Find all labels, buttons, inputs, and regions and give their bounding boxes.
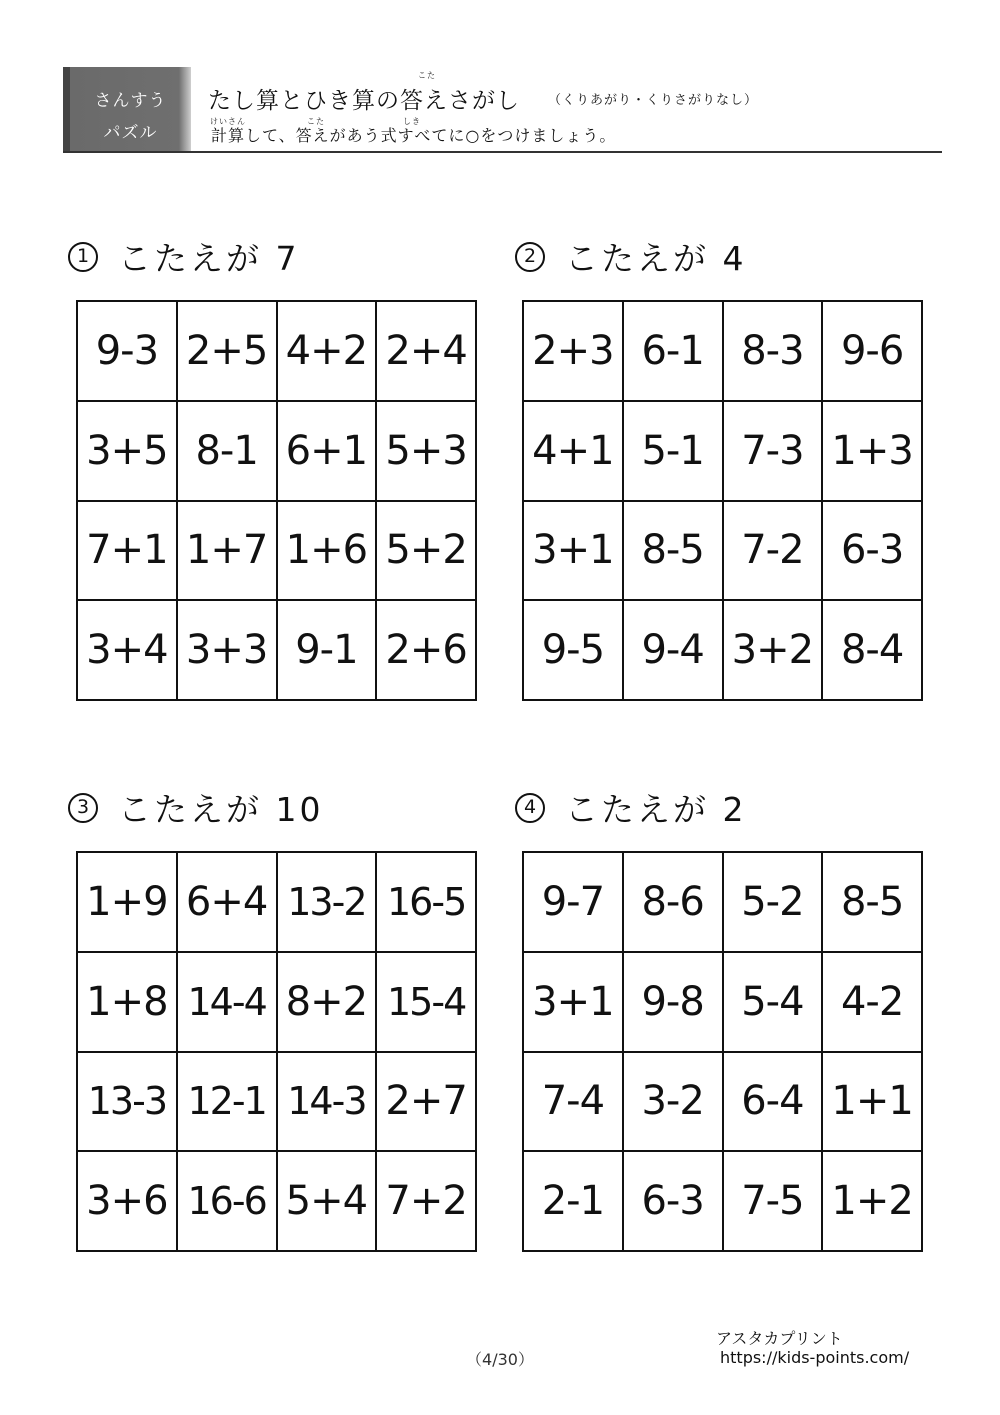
puzzle-grid-3 (76, 851, 477, 1252)
puzzle-cell[interactable]: 3+1 (524, 953, 624, 1053)
puzzle-cell[interactable]: 5-4 (724, 953, 824, 1053)
category-line-1: さんすう (94, 91, 167, 111)
puzzle-cell[interactable]: 5+4 (278, 1152, 378, 1252)
puzzle-cell[interactable]: 2-1 (524, 1152, 624, 1252)
puzzle-cell[interactable]: 14-4 (178, 953, 278, 1053)
puzzle-cell[interactable]: 1+8 (78, 953, 178, 1053)
puzzle-cell[interactable]: 3+6 (78, 1152, 178, 1252)
puzzle-cell[interactable]: 2+3 (524, 302, 624, 402)
puzzle-cell[interactable]: 3+2 (724, 601, 824, 701)
puzzle-cell[interactable]: 2+7 (377, 1053, 477, 1153)
puzzle-cell[interactable]: 1+2 (823, 1152, 923, 1252)
puzzle-cell[interactable]: 2+6 (377, 601, 477, 701)
puzzle-label-4: こたえが 2 (565, 790, 747, 829)
puzzle-cell[interactable]: 4+1 (524, 402, 624, 502)
puzzle-cell[interactable]: 4+2 (278, 302, 378, 402)
puzzle-cell[interactable]: 7-5 (724, 1152, 824, 1252)
instruction-ruby-shiki: しき (403, 117, 421, 126)
puzzle-cell[interactable]: 8-5 (823, 853, 923, 953)
puzzle-cell[interactable]: 9-3 (78, 302, 178, 402)
puzzle-cell[interactable]: 8-5 (624, 502, 724, 602)
puzzle-cell[interactable]: 2+4 (377, 302, 477, 402)
puzzle-cell[interactable]: 8-4 (823, 601, 923, 701)
puzzle-cell[interactable]: 9-1 (278, 601, 378, 701)
puzzle-cell[interactable]: 5+2 (377, 502, 477, 602)
site-url: https://kids-points.com/ (720, 1348, 910, 1367)
puzzle-cell[interactable]: 5-2 (724, 853, 824, 953)
puzzle-cell[interactable]: 7-4 (524, 1053, 624, 1153)
puzzle-cell[interactable]: 9-8 (624, 953, 724, 1053)
puzzle-cell[interactable]: 3-2 (624, 1053, 724, 1153)
puzzle-cell[interactable]: 8-1 (178, 402, 278, 502)
puzzle-cell[interactable]: 8-3 (724, 302, 824, 402)
puzzle-cell[interactable]: 6-1 (624, 302, 724, 402)
puzzle-cell[interactable]: 3+3 (178, 601, 278, 701)
puzzle-cell[interactable]: 6+4 (178, 853, 278, 953)
puzzle-cell[interactable]: 16-6 (178, 1152, 278, 1252)
puzzle-cell[interactable]: 4-2 (823, 953, 923, 1053)
puzzle-cell[interactable]: 3+5 (78, 402, 178, 502)
puzzle-cell[interactable]: 6+1 (278, 402, 378, 502)
puzzle-cell[interactable]: 3+1 (524, 502, 624, 602)
puzzle-label-1: こたえが 7 (118, 239, 300, 278)
puzzle-cell[interactable]: 7-2 (724, 502, 824, 602)
puzzle-cell[interactable]: 6-4 (724, 1053, 824, 1153)
puzzle-cell[interactable]: 8+2 (278, 953, 378, 1053)
instruction-ruby-kota: こた (307, 117, 325, 126)
puzzle-number-3: 3 (68, 793, 98, 823)
puzzle-number-4: 4 (515, 793, 545, 823)
puzzle-number-1: 1 (68, 242, 98, 272)
puzzle-cell[interactable]: 12-1 (178, 1053, 278, 1153)
puzzle-cell[interactable]: 5-1 (624, 402, 724, 502)
puzzle-cell[interactable]: 1+9 (78, 853, 178, 953)
puzzle-title-1 (68, 233, 300, 280)
puzzle-cell[interactable]: 16-5 (377, 853, 477, 953)
category-badge (63, 67, 191, 153)
puzzle-cell[interactable]: 9-7 (524, 853, 624, 953)
header-divider (63, 151, 942, 153)
puzzle-title-3 (68, 784, 323, 831)
puzzle-cell[interactable]: 5+3 (377, 402, 477, 502)
puzzle-cell[interactable]: 14-3 (278, 1053, 378, 1153)
puzzle-cell[interactable]: 9-4 (624, 601, 724, 701)
worksheet-title: たし算とひき算の答えさがし (208, 88, 520, 114)
puzzle-label-2: こたえが 4 (565, 239, 747, 278)
brand-name: アスタカプリント (716, 1329, 843, 1348)
puzzle-cell[interactable]: 1+3 (823, 402, 923, 502)
puzzle-cell[interactable]: 15-4 (377, 953, 477, 1053)
puzzle-cell[interactable]: 6-3 (624, 1152, 724, 1252)
puzzle-cell[interactable]: 7+1 (78, 502, 178, 602)
puzzle-cell[interactable]: 3+4 (78, 601, 178, 701)
instruction-ruby-keisan: けいさん (210, 117, 246, 126)
puzzle-cell[interactable]: 2+5 (178, 302, 278, 402)
puzzle-cell[interactable]: 9-6 (823, 302, 923, 402)
puzzle-cell[interactable]: 13-2 (278, 853, 378, 953)
page-number: （4/30） (466, 1350, 534, 1369)
puzzle-title-2 (515, 233, 747, 280)
category-line-2: パズル (103, 123, 158, 143)
puzzle-grid-4 (522, 851, 923, 1252)
puzzle-cell[interactable]: 13-3 (78, 1053, 178, 1153)
puzzle-cell[interactable]: 9-5 (524, 601, 624, 701)
puzzle-cell[interactable]: 6-3 (823, 502, 923, 602)
title-ruby: こた (418, 71, 436, 80)
puzzle-number-2: 2 (515, 242, 545, 272)
puzzle-label-3: こたえが 10 (118, 790, 324, 829)
puzzle-cell[interactable]: 1+7 (178, 502, 278, 602)
puzzle-grid-1 (76, 300, 477, 701)
puzzle-cell[interactable]: 7-3 (724, 402, 824, 502)
instruction-text: 計算して、答えがあう式すべてに○をつけましょう。 (211, 126, 617, 145)
worksheet-subtitle: （くりあがり・くりさがりなし） (548, 93, 759, 108)
puzzle-grid-2 (522, 300, 923, 701)
puzzle-title-4 (515, 784, 747, 831)
puzzle-cell[interactable]: 1+6 (278, 502, 378, 602)
puzzle-cell[interactable]: 8-6 (624, 853, 724, 953)
puzzle-cell[interactable]: 1+1 (823, 1053, 923, 1153)
puzzle-cell[interactable]: 7+2 (377, 1152, 477, 1252)
